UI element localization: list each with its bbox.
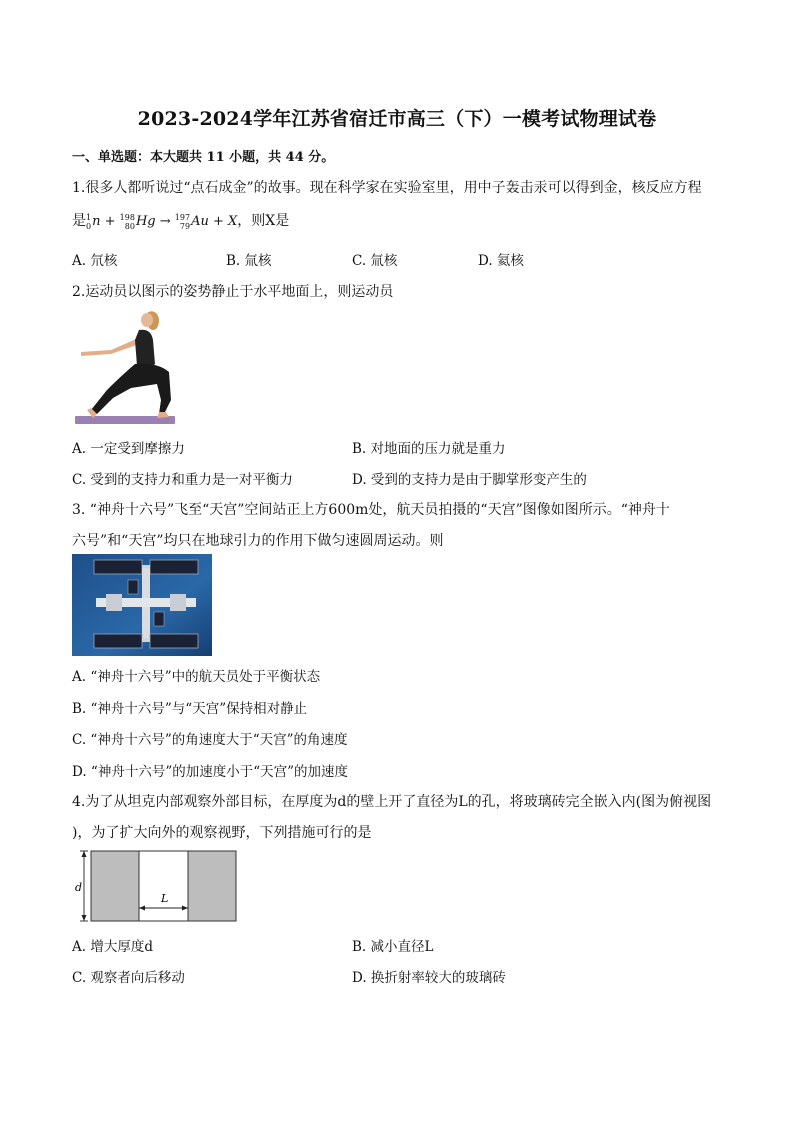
gold-number: 79 xyxy=(179,221,191,231)
q2-option-c[interactable]: C. 受到的支持力和重力是一对平衡力 xyxy=(72,472,293,488)
equation-prefix: 是 xyxy=(72,213,86,229)
gold-mass: 197 xyxy=(174,212,191,222)
equation-suffix: ，则X是 xyxy=(237,213,290,229)
mercury-number: 80 xyxy=(124,221,135,231)
space-station-image xyxy=(72,554,212,656)
athlete-squat-image xyxy=(73,306,177,428)
arrow-sign: → xyxy=(159,214,171,229)
neutron-mass: 1 xyxy=(86,212,92,222)
q4-option-c[interactable]: C. 观察者向后移动 xyxy=(72,970,185,986)
mercury-mass: 198 xyxy=(119,212,135,222)
gold-symbol: Au xyxy=(191,214,209,229)
plus-sign: + xyxy=(104,214,116,229)
question-2-text: 2.运动员以图示的姿势静止于水平地面上，则运动员 xyxy=(72,284,394,300)
question-4-text-line-2: )，为了扩大向外的观察视野，下列措施可行的是 xyxy=(72,825,372,841)
q3-option-d[interactable]: D. “神舟十六号”的加速度小于“天宫”的加速度 xyxy=(72,764,349,780)
q1-option-b[interactable]: B. 氚核 xyxy=(226,253,272,269)
diagram-l-label: L xyxy=(161,892,169,905)
question-3-text-line-2: 六号”和“天宫”均只在地球引力的作用下做匀速圆周运动。则 xyxy=(72,533,444,549)
q2-option-b[interactable]: B. 对地面的压力就是重力 xyxy=(352,441,506,457)
q2-option-d[interactable]: D. 受到的支持力是由于脚掌形变产生的 xyxy=(352,472,587,488)
q4-option-a[interactable]: A. 增大厚度d xyxy=(72,939,153,955)
q1-option-a[interactable]: A. 氘核 xyxy=(72,253,118,269)
diagram-d-label: d xyxy=(75,881,83,894)
neutron-symbol: n xyxy=(92,214,101,229)
q3-option-b[interactable]: B. “神舟十六号”与“天宫”保持相对静止 xyxy=(72,701,308,717)
question-1-equation-line xyxy=(72,210,289,231)
neutron-number: 0 xyxy=(86,221,92,231)
q1-option-d[interactable]: D. 氦核 xyxy=(478,253,524,269)
q3-option-c[interactable]: C. “神舟十六号”的角速度大于“天宫”的角速度 xyxy=(72,732,348,748)
q1-option-c[interactable]: C. 氚核 xyxy=(352,253,398,269)
question-3-text-line-1: 3. “神舟十六号”飞至“天宫”空间站正上方600m处，航天员拍摄的“天宫”图像如图所示。“神舟十 xyxy=(72,502,670,518)
question-1-text: 1.很多人都听说过“点石成金”的故事。现在科学家在实验室里，用中子轰击汞可以得到金，核反应方程 xyxy=(72,180,702,196)
q2-option-a[interactable]: A. 一定受到摩擦力 xyxy=(72,441,185,457)
tank-wall-diagram xyxy=(72,846,240,926)
q3-option-a[interactable]: A. “神舟十六号”中的航天员处于平衡状态 xyxy=(72,669,321,685)
page-title: 2023-2024学年江苏省宿迁市高三（下）一模考试物理试卷 xyxy=(137,108,657,130)
plus-sign: + xyxy=(212,214,224,229)
q4-option-b[interactable]: B. 减小直径L xyxy=(352,939,434,955)
q4-option-d[interactable]: D. 换折射率较大的玻璃砖 xyxy=(352,970,506,986)
x-symbol: X xyxy=(228,214,238,229)
mercury-symbol: Hg xyxy=(135,214,156,229)
section-heading: 一、单选题：本大题共 11 小题，共 44 分。 xyxy=(72,150,335,165)
question-4-text-line-1: 4.为了从坦克内部观察外部目标，在厚度为d的壁上开了直径为L的孔，将玻璃砖完全嵌入内(图为俯视图 xyxy=(72,794,712,810)
nuclear-equation xyxy=(86,214,237,229)
